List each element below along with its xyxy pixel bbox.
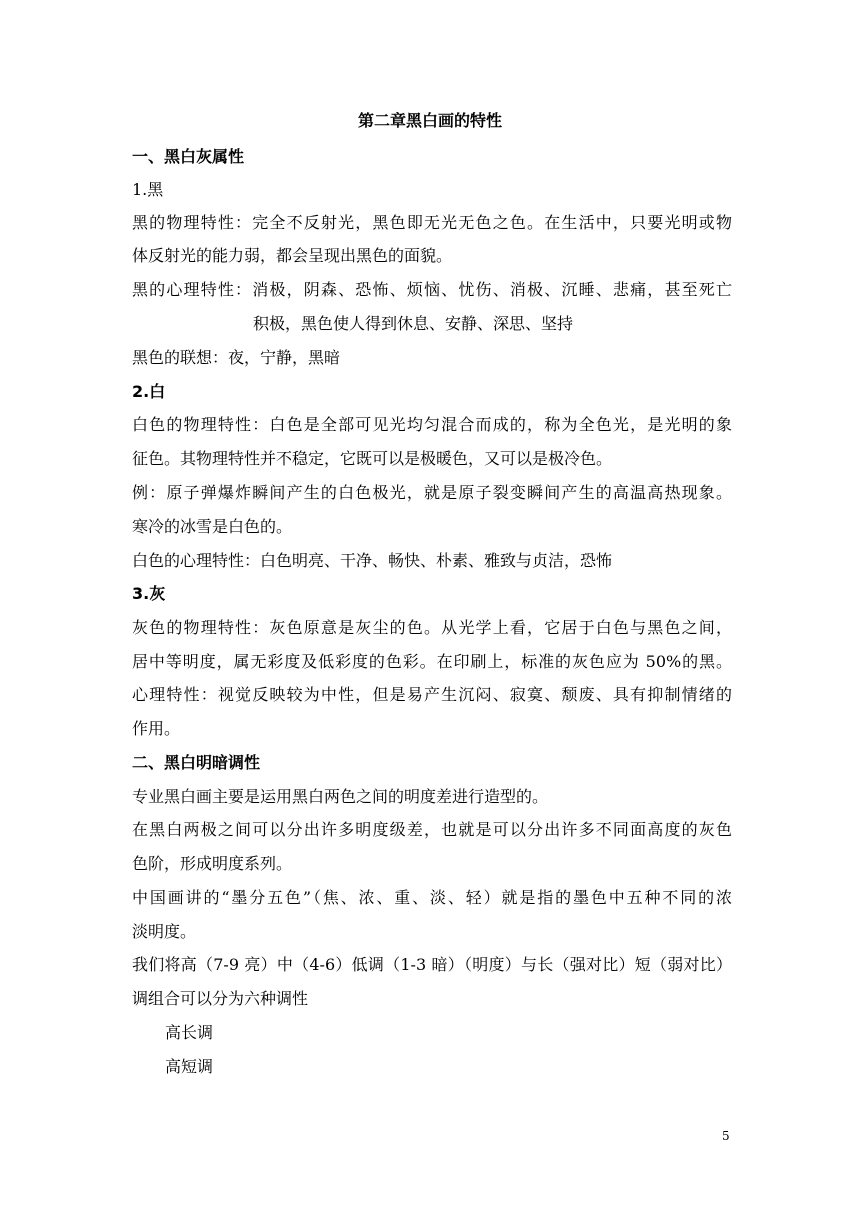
paragraph-line: 心理特性：视觉反映较为中性，但是易产生沉闷、寂寞、颓废、具有抑制情绪的	[132, 685, 732, 704]
paragraph-line: 中国画讲的“墨分五色”（焦、浓、重、淡、轻）就是指的墨色中五种不同的浓	[132, 888, 732, 907]
paragraph-line: 黑的心理特性：消极，阴森、恐怖、烦恼、忧伤、消极、沉睡、悲痛，甚至死亡	[132, 280, 732, 299]
chapter-title: 第二章黑白画的特性	[357, 111, 502, 130]
paragraph-line: 白色的物理特性：白色是全部可见光均匀混合而成的，称为全色光，是光明的象	[132, 415, 732, 434]
page-number: 5	[722, 1129, 730, 1143]
paragraph-line: 作用。	[132, 719, 181, 738]
paragraph-line: 色阶，形成明度系列。	[132, 854, 293, 873]
paragraph-line: 我们将高（7-9 亮）中（4-6）低调（1-3 暗）（明度）与长（强对比）短（弱对比）	[132, 955, 732, 974]
section-heading-2: 二、黑白明暗调性	[132, 753, 261, 772]
subheading-gray: 3.灰	[132, 584, 166, 603]
paragraph-line: 黑的物理特性：完全不反射光，黑色即无光无色之色。在生活中，只要光明或物	[132, 213, 732, 232]
paragraph-line: 黑色的联想：夜，宁静，黑暗	[132, 348, 341, 367]
paragraph-line: 体反射光的能力弱，都会呈现出黑色的面貌。	[132, 246, 453, 265]
paragraph-line: 灰色的物理特性：灰色原意是灰尘的色。从光学上看，它居于白色与黑色之间，	[132, 618, 732, 637]
paragraph-line: 调组合可以分为六种调性	[132, 989, 309, 1008]
paragraph-line: 征色。其物理特性并不稳定，它既可以是极暖色，又可以是极冷色。	[132, 449, 613, 468]
list-item: 高长调	[165, 1023, 214, 1042]
paragraph-line: 在黑白两极之间可以分出许多明度级差，也就是可以分出许多不同面高度的灰色	[132, 820, 732, 839]
subheading-black: 1.黑	[132, 180, 164, 199]
paragraph-line-indented: 积极，黑色使人得到休息、安静、深思、坚持	[253, 314, 574, 333]
list-item: 高短调	[165, 1057, 214, 1076]
section-heading-1: 一、黑白灰属性	[132, 147, 245, 166]
paragraph-line: 淡明度。	[132, 922, 197, 941]
paragraph-line: 寒冷的冰雪是白色的。	[132, 517, 293, 536]
paragraph-line: 例：原子弹爆炸瞬间产生的白色极光，就是原子裂变瞬间产生的高温高热现象。	[132, 483, 732, 502]
paragraph-line: 专业黑白画主要是运用黑白两色之间的明度差进行造型的。	[132, 787, 549, 806]
paragraph-line: 白色的心理特性：白色明亮、干净、畅快、朴素、雅致与贞洁，恐怖	[132, 551, 613, 570]
subheading-white: 2.白	[132, 382, 166, 401]
paragraph-line: 居中等明度，属无彩度及低彩度的色彩。在印刷上，标准的灰色应为 50%的黑。	[132, 652, 732, 671]
